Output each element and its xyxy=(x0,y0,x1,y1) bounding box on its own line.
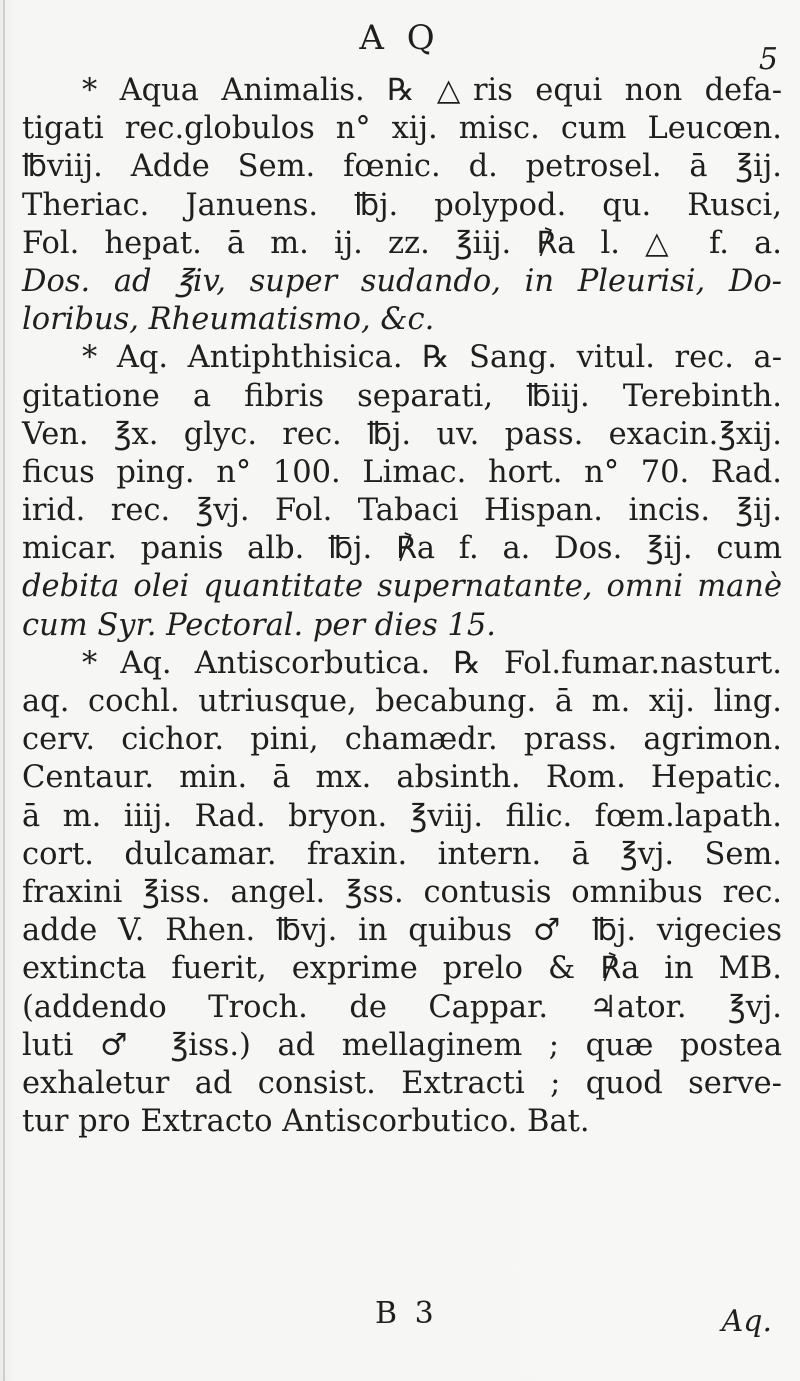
gutter-edge xyxy=(3,0,5,1381)
text-line: loribus, Rheumatismo, &c. xyxy=(22,302,435,338)
text-line: aq. cochl. utriusque, becabung. ā m. xij. ling. xyxy=(22,684,782,719)
text-line: cort. dulcamar. fraxin. intern. ā ℥vj. Sem. xyxy=(22,836,782,872)
catchword: Aq. xyxy=(721,1304,772,1339)
text-line: Theriac. Januens. ℔j. polypod. qu. Rusci, xyxy=(22,187,782,223)
body-text xyxy=(22,72,782,1141)
text-line: ficus ping. n° 100. Limac. hort. n° 70. Rad. xyxy=(22,454,782,490)
text-line: Ven. ℥x. glyc. rec. ℔j. uv. pass. exacin.℥xij. xyxy=(22,416,782,452)
page-number: 5 xyxy=(758,42,778,77)
text-line: luti ♂ ℥iss.) ad mellaginem ; quæ postea xyxy=(22,1027,782,1063)
text-line: * Aq. Antiscorbutica. ℞ Fol.fumar.nasturt. xyxy=(82,645,782,681)
text-line: fraxini ℥iss. angel. ℥ss. contusis omnibus rec. xyxy=(22,874,782,910)
text-line: gitatione a fibris separati, ℔iij. Terebinth. xyxy=(22,378,782,414)
text-line: exhaletur ad consist. Extracti ; quod serve- xyxy=(22,1065,782,1101)
text-line: ā m. iiij. Rad. bryon. ℥viij. filic. fœm.lapath. xyxy=(22,798,782,834)
text-line: * Aq. Antiphthisica. ℞ Sang. vitul. rec. a- xyxy=(82,340,782,376)
text-line: ℔viij. Adde Sem. fœnic. d. petrosel. ā ℥ij. xyxy=(22,149,782,185)
text-line: Dos. ad ℥iv, super sudando, in Pleurisi, Do- xyxy=(22,263,782,299)
running-head: A Q xyxy=(359,18,441,58)
text-line: irid. rec. ℥vj. Fol. Tabaci Hispan. incis. ℥ij. xyxy=(22,493,782,529)
signature-mark: B 3 xyxy=(375,1296,438,1331)
text-line: tur pro Extracto Antiscorbutico. Bat. xyxy=(22,1104,590,1140)
text-line: Centaur. min. ā mx. absinth. Rom. Hepatic. xyxy=(22,760,782,796)
text-line: debita olei quantitate supernatante, omni manè xyxy=(22,569,782,605)
text-line: cum Syr. Pectoral. per dies 15. xyxy=(22,607,496,643)
text-line: adde V. Rhen. ℔vj. in quibus ♂ ℔j. vigecies xyxy=(22,913,782,949)
text-line: extincta fuerit, exprime prelo & ℟a in MB. xyxy=(22,951,782,987)
text-line: * Aqua Animalis. ℞ △ris equi non defa- xyxy=(82,73,782,108)
text-line: cerv. cichor. pini, chamædr. prass. agrimon. xyxy=(22,722,782,758)
text-line: Fol. hepat. ā m. ij. zz. ℥iij. ℟a l. △ f. a. xyxy=(22,225,782,261)
text-line: (addendo Troch. de Cappar. ♃ator. ℥vj. xyxy=(22,989,782,1025)
text-line: tigati rec.globulos n° xij. misc. cum Leucœn. xyxy=(22,111,782,147)
text-line: micar. panis alb. ℔j. ℟a f. a. Dos. ℥ij. cum xyxy=(22,531,782,567)
